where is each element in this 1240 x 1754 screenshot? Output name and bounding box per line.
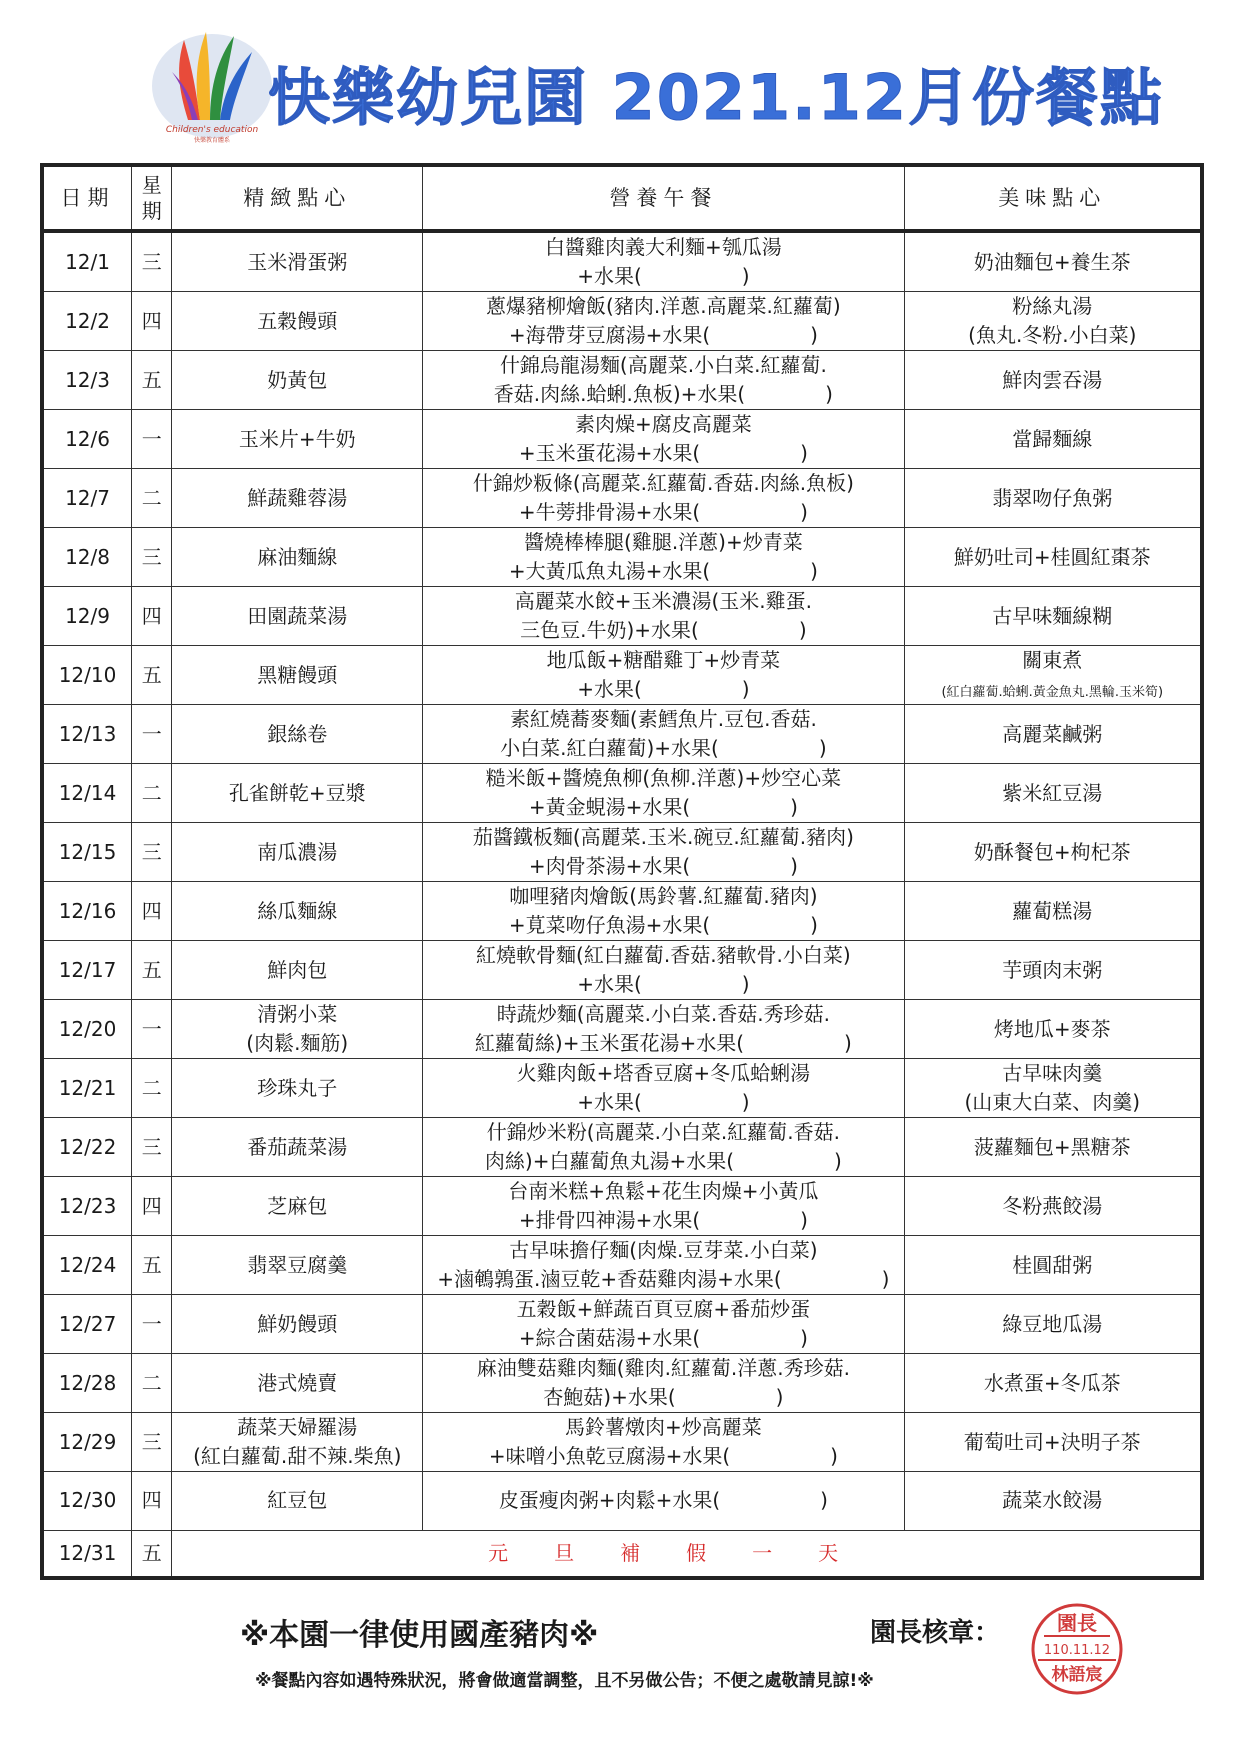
weekday-cell-line: 二 [141,1075,162,1100]
lunch-cell [423,941,904,1000]
morning-snack-cell [172,1295,423,1354]
afternoon-snack-cell-line: 桂圓甜粥 [1012,1252,1093,1277]
date-cell [42,231,132,292]
lunch-cell-line: 五穀飯+鮮蔬百頁豆腐+番茄炒蛋 [516,1297,811,1321]
afternoon-snack-cell-line: 關東煮 [1022,648,1083,672]
weekday-cell-line: 三 [141,1429,162,1454]
lunch-cell-line: 高麗菜水餃+玉米濃湯(玉米.雞蛋. [514,589,813,613]
table-row [42,528,1202,587]
date-cell-line: 12/31 [58,1540,117,1565]
col-header-date: 日期 [42,165,132,231]
afternoon-snack-cell-line: 冬粉燕餃湯 [1002,1193,1103,1218]
afternoon-snack-cell [904,587,1202,646]
date-cell [42,410,132,469]
morning-snack-cell-line: 鮮肉包 [267,957,328,982]
weekday-cell [132,1236,172,1295]
afternoon-snack-cell-line: 高麗菜鹹粥 [1002,721,1103,746]
weekday-cell [132,705,172,764]
lunch-cell-line: 紅蘿蔔絲)+玉米蛋花湯+水果( ) [474,1031,852,1055]
weekday-cell [132,1354,172,1413]
weekday-cell-line: 三 [141,544,162,569]
afternoon-snack-cell [904,469,1202,528]
afternoon-snack-cell [904,1354,1202,1413]
afternoon-snack-cell [904,410,1202,469]
date-cell-line: 12/14 [58,780,117,805]
lunch-cell-line: 素肉燥+腐皮高麗菜 [575,412,752,436]
weekday-cell [132,1295,172,1354]
date-cell [42,469,132,528]
morning-snack-cell-line: 銀絲卷 [267,721,328,746]
lunch-cell [423,823,904,882]
lunch-cell [423,1354,904,1413]
morning-snack-cell-line: 番茄蔬菜湯 [247,1134,348,1159]
morning-snack-cell [172,646,423,705]
date-cell-line: 12/17 [58,957,117,982]
lunch-cell [423,469,904,528]
table-row [42,941,1202,1000]
afternoon-snack-cell-line: (魚丸.冬粉.小白菜) [968,323,1137,347]
afternoon-snack-cell-line: 紫米紅豆湯 [1002,780,1103,805]
afternoon-snack-cell [904,1177,1202,1236]
lunch-cell-line: +水果( ) [577,264,750,288]
weekday-cell-line: 三 [141,839,162,864]
lunch-cell-line: +海帶芽豆腐湯+水果( ) [508,323,818,347]
table-row [42,1472,1202,1531]
morning-snack-cell [172,351,423,410]
lunch-cell-line: 肉絲)+白蘿蔔魚丸湯+水果( ) [484,1149,842,1173]
afternoon-snack-cell [904,231,1202,292]
afternoon-snack-cell [904,1118,1202,1177]
lunch-cell-line: +滷鵪鶉蛋.滷豆乾+香菇雞肉湯+水果( ) [437,1267,890,1291]
afternoon-snack-cell-detail: (紅白蘿蔔.蛤蜊.黃金魚丸.黑輪.玉米筍) [941,685,1164,700]
date-cell-line: 12/10 [58,662,117,687]
date-cell [42,1413,132,1472]
morning-snack-cell [172,1059,423,1118]
afternoon-snack-cell [904,1000,1202,1059]
date-cell-line: 12/16 [58,898,117,923]
morning-snack-cell-line: 絲瓜麵線 [257,898,338,923]
table-row [42,1413,1202,1472]
weekday-cell-line: 三 [141,249,162,274]
lunch-cell-line: +味噌小魚乾豆腐湯+水果( ) [488,1444,838,1468]
table-row [42,1177,1202,1236]
weekday-cell-line: 二 [141,485,162,510]
page-title: 快樂幼兒園 2021.12月份餐點 [268,61,1164,134]
morning-snack-cell-line: 港式燒賣 [257,1370,338,1395]
afternoon-snack-cell-line: 芋頭肉末粥 [1002,957,1103,982]
table-row [42,292,1202,351]
lunch-cell-line: 白醬雞肉義大利麵+瓠瓜湯 [545,235,782,259]
afternoon-snack-cell [904,528,1202,587]
date-cell [42,1295,132,1354]
date-cell [42,1236,132,1295]
afternoon-snack-cell-line: (山東大白菜、肉羹) [964,1090,1141,1114]
table-row [42,764,1202,823]
morning-snack-cell-line: 清粥小菜 [257,1002,338,1026]
afternoon-snack-cell-line: 菠蘿麵包+黑糖茶 [973,1134,1131,1159]
lunch-cell [423,587,904,646]
date-cell-line: 12/6 [65,426,110,451]
weekday-cell-line: 二 [141,780,162,805]
afternoon-snack-cell [904,705,1202,764]
weekday-cell [132,646,172,705]
date-cell [42,292,132,351]
morning-snack-cell-line: 黑糖饅頭 [257,662,338,687]
lunch-cell [423,528,904,587]
morning-snack-cell-line: 玉米滑蛋粥 [247,249,348,274]
header-row [42,165,1202,231]
afternoon-snack-cell [904,823,1202,882]
date-cell-line: 12/8 [65,544,110,569]
weekday-cell-line: 二 [141,1370,162,1395]
date-cell-line: 12/2 [65,308,110,333]
morning-snack-cell-line: 孔雀餅乾+豆漿 [228,780,366,805]
seal-title: 園長 [1057,1611,1097,1635]
lunch-cell-line: 糙米飯+醬燒魚柳(魚柳.洋蔥)+炒空心菜 [485,766,842,790]
afternoon-snack-cell-line: 水煮蛋+冬瓜茶 [983,1370,1121,1395]
lunch-cell [423,292,904,351]
date-cell-line: 12/22 [58,1134,117,1159]
morning-snack-cell [172,231,423,292]
lunch-cell-line: 醬燒棒棒腿(雞腿.洋蔥)+炒青菜 [524,530,803,554]
date-cell-line: 12/20 [58,1016,117,1041]
morning-snack-cell [172,292,423,351]
lunch-cell [423,1236,904,1295]
afternoon-snack-cell-line: 古早味麵線糊 [992,603,1113,628]
lunch-cell [423,1118,904,1177]
lunch-cell-line: 台南米糕+魚鬆+花生肉燥+小黃瓜 [508,1179,819,1203]
lunch-cell-line: +莧菜吻仔魚湯+水果( ) [508,913,818,937]
date-cell [42,1472,132,1531]
weekday-cell-line: 四 [141,308,162,333]
weekday-cell [132,1472,172,1531]
table-row [42,469,1202,528]
table-row [42,351,1202,410]
weekday-cell [132,823,172,882]
col-header-lunch: 營養午餐 [423,165,904,231]
holiday-cell [172,1530,1202,1578]
table-row [42,1118,1202,1177]
table-row [42,1295,1202,1354]
lunch-cell-line: +綜合菌菇湯+水果( ) [518,1326,808,1350]
pork-note: ※本園一律使用國產豬肉※ [240,1618,599,1653]
weekday-cell [132,1177,172,1236]
weekday-cell [132,410,172,469]
stamp-label: 園長核章： [870,1618,1001,1648]
lunch-cell-line: 什錦烏龍湯麵(高麗菜.小白菜.紅蘿蔔. [499,353,827,377]
lunch-cell-line: +牛蒡排骨湯+水果( ) [518,500,808,524]
afternoon-snack-cell-line: 烤地瓜+麥茶 [993,1016,1111,1041]
morning-snack-cell-line: 南瓜濃湯 [257,839,338,864]
morning-snack-cell-line: 田園蔬菜湯 [247,603,348,628]
weekday-cell-line: 五 [141,1252,162,1277]
morning-snack-cell-line: 鮮奶饅頭 [257,1311,338,1336]
afternoon-snack-cell [904,1295,1202,1354]
weekday-cell [132,1118,172,1177]
col-header-weekday [132,165,172,231]
table-row [42,705,1202,764]
weekday-cell [132,469,172,528]
morning-snack-cell-line: 玉米片+牛奶 [238,426,356,451]
lunch-cell [423,646,904,705]
seal-name: 林語宸 [1051,1665,1103,1685]
date-cell-line: 12/1 [65,249,110,274]
afternoon-snack-cell [904,882,1202,941]
morning-snack-cell [172,1236,423,1295]
weekday-cell-line: 三 [141,1134,162,1159]
date-cell-line: 12/9 [65,603,110,628]
morning-snack-cell-line: 奶黃包 [267,367,328,392]
lunch-cell-line: +大黃瓜魚丸湯+水果( ) [508,559,818,583]
table-row [42,1236,1202,1295]
table-row [42,646,1202,705]
afternoon-snack-cell-line: 鮮肉雲吞湯 [1002,367,1103,392]
morning-snack-cell-line: 紅豆包 [267,1488,328,1513]
date-cell-line: 12/30 [58,1488,117,1513]
date-cell [42,587,132,646]
weekday-cell [132,351,172,410]
table-row [42,1059,1202,1118]
lunch-cell [423,1472,904,1531]
morning-snack-cell [172,1354,423,1413]
morning-snack-cell [172,410,423,469]
weekday-cell-line: 五 [141,662,162,687]
col-header-morning-snack: 精緻點心 [172,165,423,231]
date-cell [42,646,132,705]
lunch-cell-line: 杏鮑菇)+水果( ) [543,1385,784,1409]
afternoon-snack-cell [904,646,1202,705]
date-cell [42,764,132,823]
lunch-cell [423,1059,904,1118]
lunch-cell-line: +水果( ) [577,1090,750,1114]
weekday-cell-line: 五 [141,957,162,982]
morning-snack-cell [172,1472,423,1531]
morning-snack-cell [172,882,423,941]
lunch-cell-line: 紅燒軟骨麵(紅白蘿蔔.香菇.豬軟骨.小白菜) [476,943,851,967]
school-logo [148,28,278,146]
morning-snack-cell [172,1413,423,1472]
lunch-cell-line: +玉米蛋花湯+水果( ) [518,441,808,465]
date-cell [42,705,132,764]
lunch-cell [423,705,904,764]
date-cell-line: 12/15 [58,839,117,864]
morning-snack-cell [172,823,423,882]
adjustment-note: ※餐點內容如遇特殊狀況，將會做適當調整，且不另做公告；不便之處敬請見諒!※ [255,1671,874,1691]
lunch-cell [423,1295,904,1354]
logo-subtext: 快樂教育體系 [193,137,231,144]
afternoon-snack-cell-line: 蘿蔔糕湯 [1012,898,1093,923]
lunch-cell-line: +黃金蜆湯+水果( ) [528,795,798,819]
morning-snack-cell-line: 珍珠丸子 [257,1075,338,1100]
table-row [42,410,1202,469]
date-cell-line: 12/28 [58,1370,117,1395]
menu-body [42,231,1202,1578]
date-cell-line: 12/13 [58,721,117,746]
weekday-cell [132,941,172,1000]
afternoon-snack-cell [904,1472,1202,1531]
lunch-cell-line: 咖哩豬肉燴飯(馬鈴薯.紅蘿蔔.豬肉) [509,884,818,908]
holiday-cell-line: 元旦補假一天 [488,1540,885,1565]
weekday-cell-line: 四 [141,1488,162,1513]
weekday-cell [132,292,172,351]
lunch-cell-line: 三色豆.牛奶)+水果( ) [520,618,807,642]
afternoon-snack-cell-line: 蔬菜水餃湯 [1002,1488,1103,1513]
morning-snack-cell [172,1118,423,1177]
date-cell-line: 12/27 [58,1311,117,1336]
morning-snack-cell [172,469,423,528]
weekday-cell-line: 四 [141,603,162,628]
logo-text: Children's education [165,125,259,135]
lunch-cell [423,231,904,292]
afternoon-snack-cell-line: 粉絲丸湯 [1012,294,1093,318]
date-cell [42,1177,132,1236]
weekday-cell [132,1530,172,1578]
table-row [42,587,1202,646]
lunch-cell-line: +排骨四神湯+水果( ) [518,1208,808,1232]
weekday-cell [132,528,172,587]
morning-snack-cell-line: 鮮蔬雞蓉湯 [247,485,348,510]
weekday-cell [132,1059,172,1118]
afternoon-snack-cell [904,292,1202,351]
lunch-cell-line: 什錦炒米粉(高麗菜.小白菜.紅蘿蔔.香菇. [486,1120,840,1144]
morning-snack-cell [172,1000,423,1059]
afternoon-snack-cell [904,1413,1202,1472]
lunch-cell-line: 麻油雙菇雞肉麵(雞肉.紅蘿蔔.洋蔥.秀珍菇. [476,1356,850,1380]
afternoon-snack-cell-line: 奶酥餐包+枸杞茶 [973,839,1131,864]
col-header-afternoon-snack: 美味點心 [904,165,1202,231]
afternoon-snack-cell [904,941,1202,1000]
lunch-cell [423,764,904,823]
date-cell-line: 12/7 [65,485,110,510]
weekday-cell [132,231,172,292]
morning-snack-cell [172,764,423,823]
date-cell [42,1118,132,1177]
date-cell [42,528,132,587]
lunch-cell-line: +水果( ) [577,677,750,701]
morning-snack-cell-line: 蔬菜天婦羅湯 [237,1415,358,1439]
afternoon-snack-cell-line: 翡翠吻仔魚粥 [992,485,1113,510]
weekday-cell-line: 四 [141,898,162,923]
table-row [42,1354,1202,1413]
afternoon-snack-cell [904,1059,1202,1118]
morning-snack-cell-line: 五穀饅頭 [257,308,338,333]
afternoon-snack-cell-line: 綠豆地瓜湯 [1002,1311,1103,1336]
morning-snack-cell-line: 麻油麵線 [257,544,338,569]
lunch-cell-line: 香菇.肉絲.蛤蜊.魚板)+水果( ) [493,382,833,406]
date-cell-line: 12/21 [58,1075,117,1100]
afternoon-snack-cell [904,1236,1202,1295]
principal-seal [1030,1602,1124,1696]
lunch-cell-line: 地瓜飯+糖醋雞丁+炒青菜 [546,648,781,672]
table-row [42,823,1202,882]
afternoon-snack-cell-line: 當歸麵線 [1012,426,1093,451]
holiday-row [42,1530,1202,1578]
date-cell [42,1354,132,1413]
date-cell [42,941,132,1000]
weekday-cell-line: 一 [141,1016,162,1041]
morning-snack-cell [172,941,423,1000]
weekday-cell-line: 一 [141,426,162,451]
date-cell [42,351,132,410]
lunch-cell-line: 小白菜.紅白蘿蔔)+水果( ) [500,736,827,760]
date-cell [42,1000,132,1059]
lunch-cell [423,882,904,941]
date-cell-line: 12/23 [58,1193,117,1218]
morning-snack-cell [172,528,423,587]
weekday-cell-line: 四 [141,1193,162,1218]
afternoon-snack-cell [904,764,1202,823]
weekday-cell [132,587,172,646]
morning-snack-cell [172,1177,423,1236]
lunch-cell-line: 古早味擔仔麵(肉燥.豆芽菜.小白菜) [509,1238,818,1262]
lunch-cell [423,1413,904,1472]
date-cell-line: 12/29 [58,1429,117,1454]
lunch-cell-line: 素紅燒蕎麥麵(素鱈魚片.豆包.香菇. [509,707,817,731]
morning-snack-cell-line: 芝麻包 [267,1193,328,1218]
lunch-cell [423,351,904,410]
lunch-cell [423,1000,904,1059]
lunch-cell-line: 馬鈴薯燉肉+炒高麗菜 [565,1415,762,1439]
weekday-cell-line: 一 [141,1311,162,1336]
date-cell [42,882,132,941]
morning-snack-cell-line: (紅白蘿蔔.甜不辣.柴魚) [193,1444,402,1468]
lunch-cell-line: 火雞肉飯+塔香豆腐+冬瓜蛤蜊湯 [516,1061,811,1085]
date-cell [42,823,132,882]
morning-snack-cell [172,587,423,646]
afternoon-snack-cell-line: 葡萄吐司+決明子茶 [963,1429,1141,1454]
table-row [42,1000,1202,1059]
date-cell [42,1059,132,1118]
weekday-cell-line: 五 [141,367,162,392]
lunch-cell-line: 茄醬鐵板麵(高麗菜.玉米.碗豆.紅蘿蔔.豬肉) [472,825,854,849]
lunch-cell-line: 皮蛋瘦肉粥+肉鬆+水果( ) [498,1488,828,1513]
weekday-cell [132,1413,172,1472]
lunch-cell-line: 時蔬炒麵(高麗菜.小白菜.香菇.秀珍菇. [496,1002,830,1026]
table-row [42,231,1202,292]
weekday-cell-line: 一 [141,721,162,746]
date-cell [42,1530,132,1578]
afternoon-snack-cell-line: 古早味肉羹 [1002,1061,1103,1085]
morning-snack-cell-line: (肉鬆.麵筋) [246,1031,349,1055]
seal-date: 110.11.12 [1043,1643,1111,1658]
afternoon-snack-cell-line: 奶油麵包+養生茶 [973,249,1131,274]
morning-snack-cell-line: 翡翠豆腐羹 [247,1252,348,1277]
morning-snack-cell [172,705,423,764]
date-cell-line: 12/24 [58,1252,117,1277]
lunch-cell-line: +肉骨茶湯+水果( ) [528,854,798,878]
lunch-cell-line: +水果( ) [577,972,750,996]
date-cell-line: 12/3 [65,367,110,392]
lunch-cell-line: 蔥爆豬柳燴飯(豬肉.洋蔥.高麗菜.紅蘿蔔) [486,294,841,318]
col-header-weekday-text: 星 期 [141,173,162,223]
afternoon-snack-cell [904,351,1202,410]
lunch-cell [423,1177,904,1236]
lunch-cell-line: 什錦炒粄條(高麗菜.紅蘿蔔.香菇.肉絲.魚板) [472,471,854,495]
weekday-cell [132,882,172,941]
afternoon-snack-cell-line: 鮮奶吐司+桂圓紅棗茶 [953,544,1151,569]
weekday-cell [132,764,172,823]
weekday-cell [132,1000,172,1059]
lunch-cell [423,410,904,469]
menu-table [40,163,1204,1580]
table-row [42,882,1202,941]
weekday-cell-line: 五 [141,1540,162,1565]
